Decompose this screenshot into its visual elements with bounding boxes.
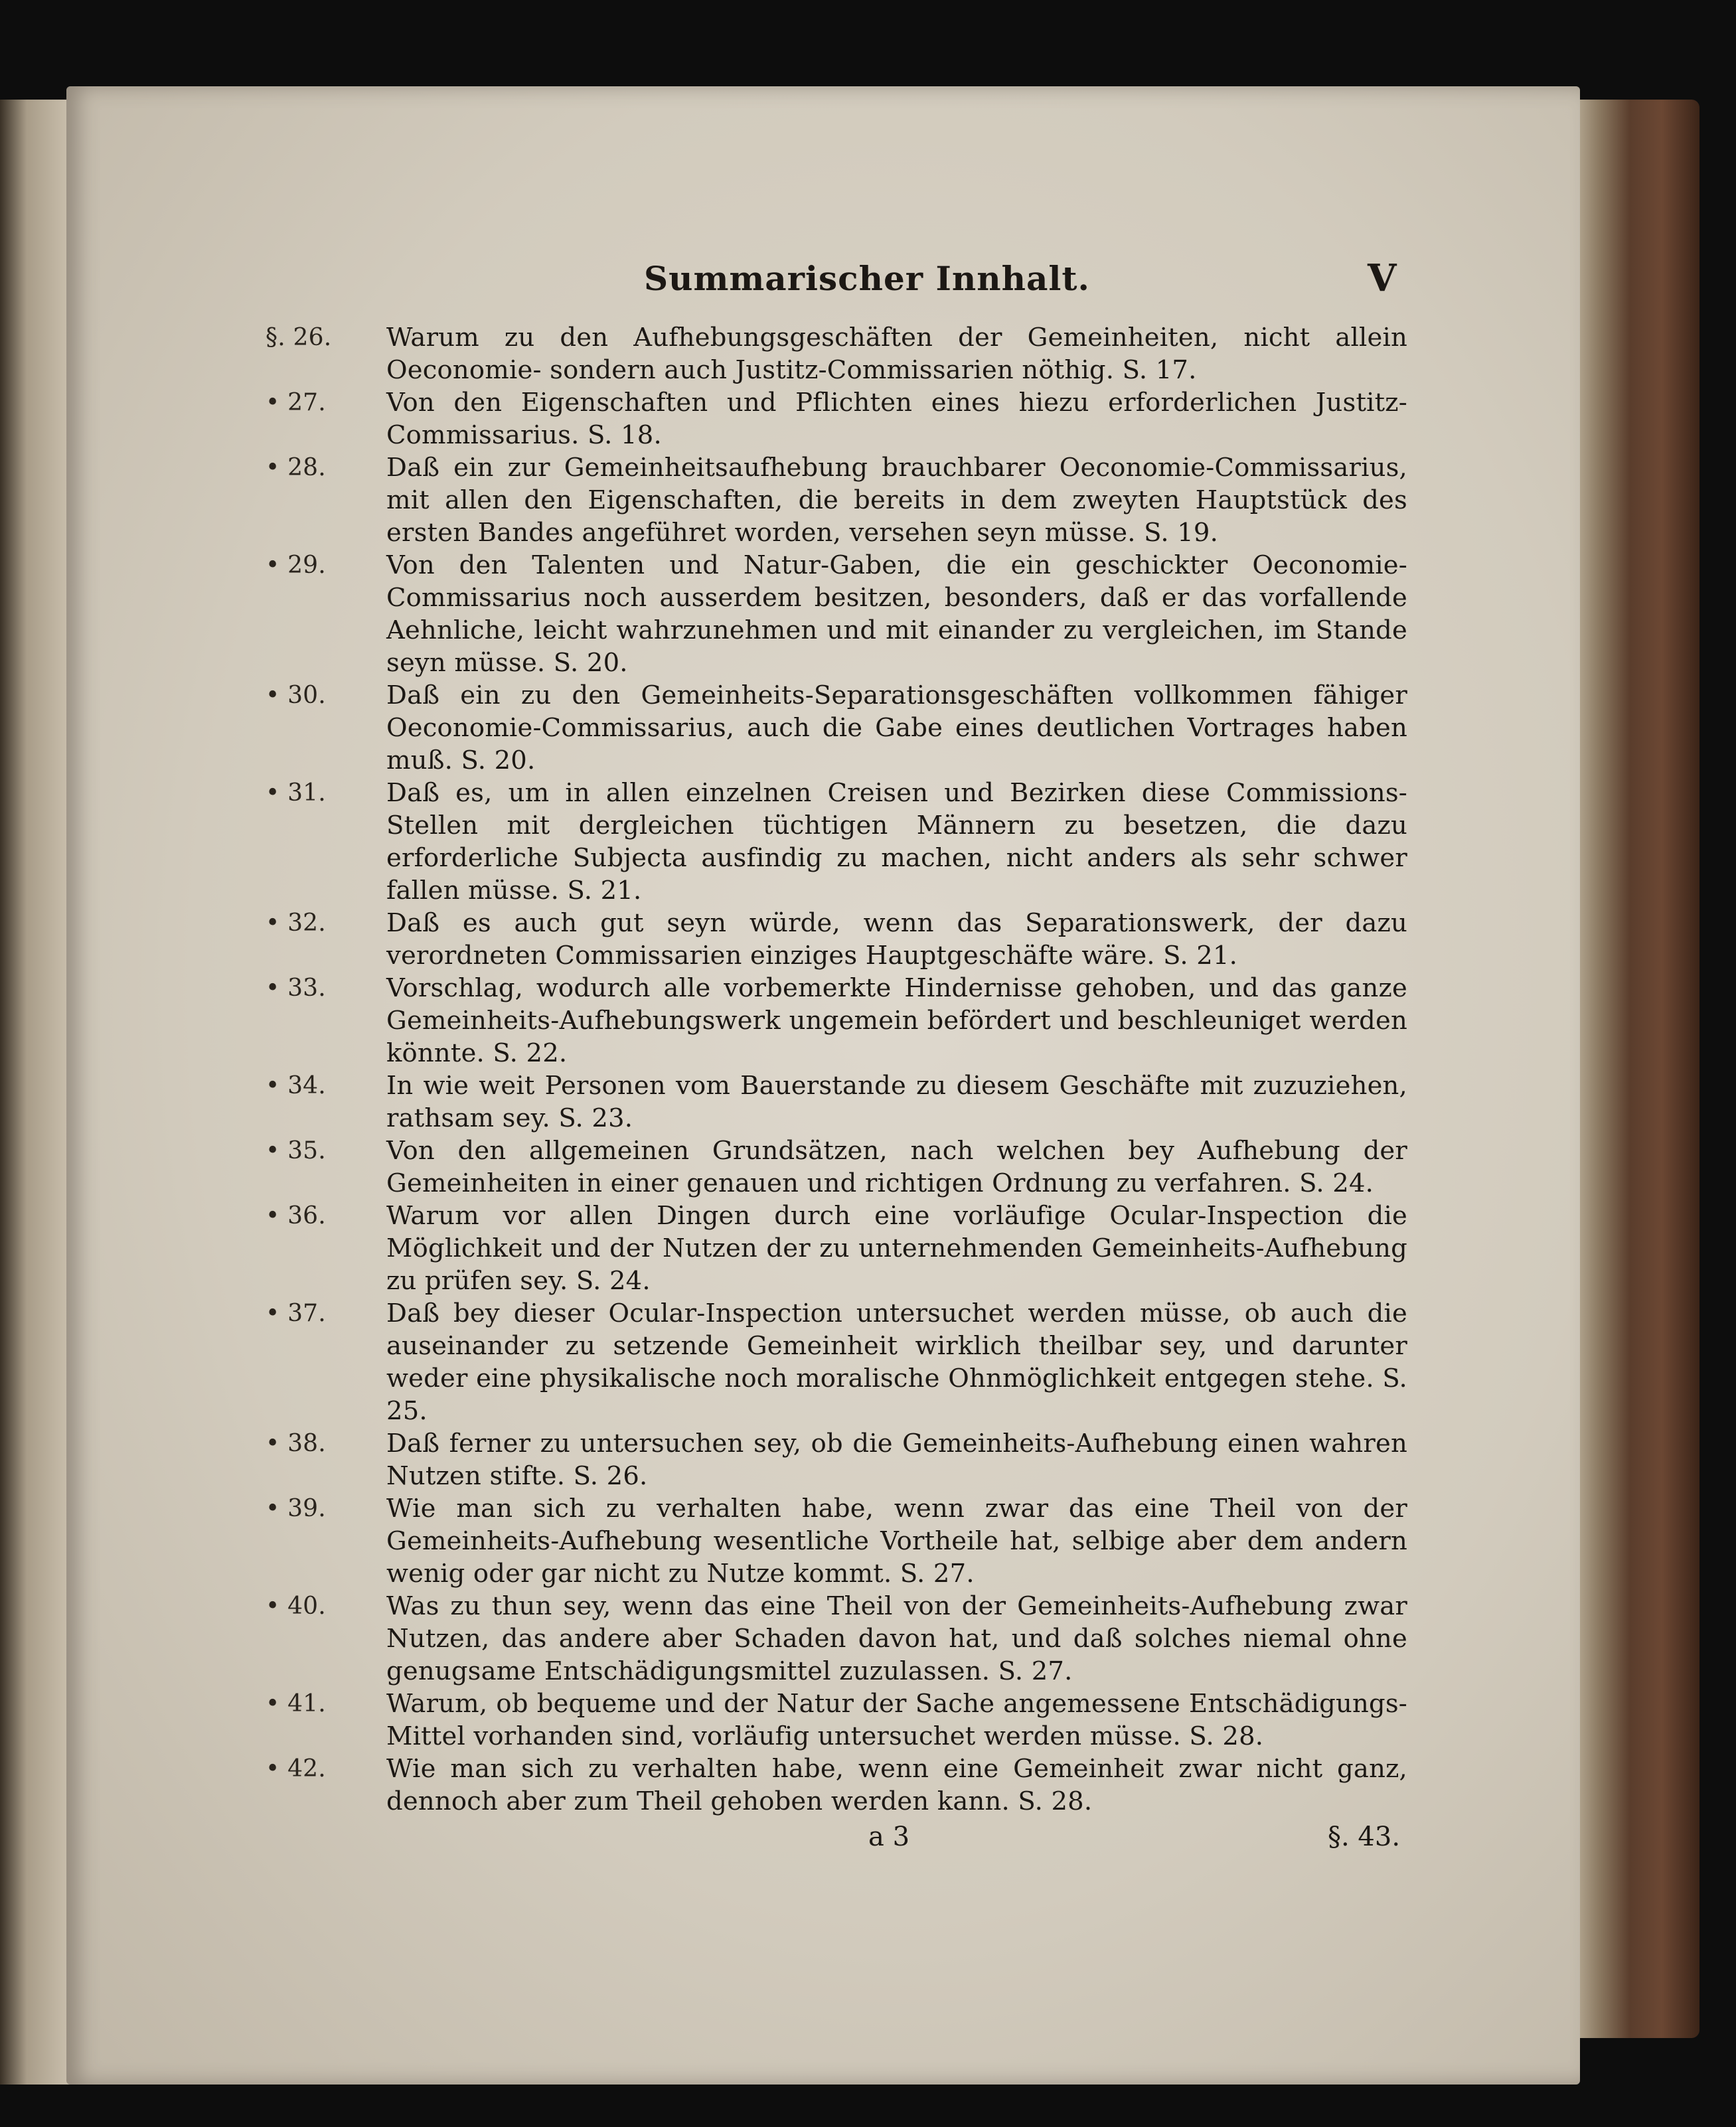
entry-text: Daß es auch gut seyn würde, wenn das Separationswerk, der dazu verordneten Commissarien einziges Hauptgeschäfte wäre. S. 21. [386, 908, 1407, 971]
entry-text: Daß bey dieser Ocular-Inspection untersuchet werden müsse, ob auch die auseinander zu setzende Gemeinheit wirklich theilbar sey, und darunter weder eine physikalische noch moralische Ohnmöglichkeit entgegen stehe. S. 25. [386, 1299, 1407, 1426]
entry-text: In wie weit Personen vom Bauerstande zu diesem Geschäfte mit zuzuziehen, rathsam sey. S. 23. [386, 1071, 1407, 1133]
entry-number: • 36. [266, 1202, 326, 1229]
contents-entry [266, 907, 1407, 972]
page-number: V [1368, 256, 1397, 300]
contents-entry [266, 549, 1407, 679]
entry-number: • 32. [266, 909, 326, 937]
contents-entry [266, 1427, 1407, 1492]
entry-number: • 34. [266, 1072, 326, 1099]
contents-entry [266, 1688, 1407, 1753]
entry-text: Wie man sich zu verhalten habe, wenn zwar das eine Theil von der Gemeinheits-Aufhebung wesentliche Vortheile hat, selbige aber dem andern wenig oder gar nicht zu Nutze kommt. S. 27. [386, 1494, 1407, 1589]
entry-number: • 37. [266, 1300, 326, 1327]
entry-text: Von den Eigenschaften und Pflichten eines hiezu erforderlichen Justitz-Commissarius. S. 18. [386, 388, 1407, 450]
entry-number: • 40. [266, 1593, 326, 1620]
contents-entry [266, 321, 1407, 386]
running-header [266, 256, 1407, 315]
contents-entry [266, 1753, 1407, 1818]
previous-page-edge [0, 100, 76, 2085]
contents-entry [266, 386, 1407, 451]
contents-entry [266, 679, 1407, 777]
contents-entry [266, 1200, 1407, 1297]
contents-entry [266, 972, 1407, 1069]
entry-text: Warum zu den Aufhebungsgeschäften der Gemeinheiten, nicht allein Oeconomie- sondern auch Justitz-Commissarien nöthig. S. 17. [386, 323, 1407, 385]
entry-text: Warum, ob bequeme und der Natur der Sache angemessene Entschädigungs-Mittel vorhanden sind, vorläufig untersuchet werden müsse. S. 28. [386, 1689, 1407, 1751]
entry-number: • 28. [266, 454, 326, 481]
page-footer [266, 1822, 1407, 1861]
entry-text: Daß es, um in allen einzelnen Creisen und Bezirken diese Commissions-Stellen mit dergleichen tüchtigen Männern zu besetzen, die dazu erforderliche Subjecta ausfindig zu machen, nicht anders als sehr schwer fallen müsse. S. 21. [386, 778, 1407, 906]
contents-entry [266, 1069, 1407, 1135]
entry-text: Daß ein zur Gemeinheitsaufhebung brauchbarer Oeconomie-Commissarius, mit allen den Eigenschaften, die bereits in dem zweyten Hauptstück des ersten Bandes angeführet worden, versehen seyn müsse. S. 19. [386, 453, 1407, 548]
entry-text: Von den allgemeinen Grundsätzen, nach welchen bey Aufhebung der Gemeinheiten in einer genauen und richtigen Ordnung zu verfahren. S. 24. [386, 1136, 1407, 1198]
entry-number: • 29. [266, 552, 326, 579]
entry-text: Vorschlag, wodurch alle vorbemerkte Hindernisse gehoben, und das ganze Gemeinheits-Aufhebungswerk ungemein befördert und beschleuniget werden könnte. S. 22. [386, 973, 1407, 1068]
signature-mark: a 3 [868, 1822, 910, 1852]
entry-number: • 38. [266, 1430, 326, 1457]
contents-list [266, 321, 1407, 1818]
contents-entry [266, 1590, 1407, 1688]
entry-number: • 33. [266, 975, 326, 1002]
contents-entry [266, 777, 1407, 907]
contents-entry [266, 451, 1407, 549]
page-content [266, 256, 1407, 1861]
entry-number: §. 26. [266, 324, 332, 351]
entry-text: Daß ferner zu untersuchen sey, ob die Gemeinheits-Aufhebung einen wahren Nutzen stifte. S. 26. [386, 1429, 1407, 1491]
entry-text: Was zu thun sey, wenn das eine Theil von der Gemeinheits-Aufhebung zwar Nutzen, das andere aber Schaden davon hat, und daß solches niemal ohne genugsame Entschädigungsmittel zuzulassen. S. 27. [386, 1591, 1407, 1686]
entry-text: Wie man sich zu verhalten habe, wenn eine Gemeinheit zwar nicht ganz, dennoch aber zum Theil gehoben werden kann. S. 28. [386, 1754, 1407, 1816]
page-title: Summarischer Innhalt. [644, 259, 1090, 298]
contents-entry [266, 1297, 1407, 1427]
contents-entry [266, 1135, 1407, 1200]
entry-number: • 42. [266, 1755, 326, 1782]
entry-text: Von den Talenten und Natur-Gaben, die ein geschickter Oeconomie-Commissarius noch ausserdem besitzen, besonders, daß er das vorfallende Aehnliche, leicht wahrzunehmen und mit einander zu vergleichen, im Stande seyn müsse. S. 20. [386, 550, 1407, 678]
entry-text: Warum vor allen Dingen durch eine vorläufige Ocular-Inspection die Möglichkeit und der Nutzen der zu unternehmenden Gemeinheits-Aufhebung zu prüfen sey. S. 24. [386, 1201, 1407, 1296]
entry-number: • 31. [266, 779, 326, 807]
entry-number: • 30. [266, 682, 326, 709]
catchword: §. 43. [1328, 1822, 1401, 1852]
contents-entry [266, 1492, 1407, 1590]
entry-number: • 35. [266, 1137, 326, 1164]
entry-text: Daß ein zu den Gemeinheits-Separationsgeschäften vollkommen fähiger Oeconomie-Commissarius, auch die Gabe eines deutlichen Vortrages haben muß. S. 20. [386, 680, 1407, 775]
book-block-edge [1573, 100, 1699, 2038]
entry-number: • 41. [266, 1690, 326, 1717]
entry-number: • 27. [266, 389, 326, 416]
entry-number: • 39. [266, 1495, 326, 1522]
